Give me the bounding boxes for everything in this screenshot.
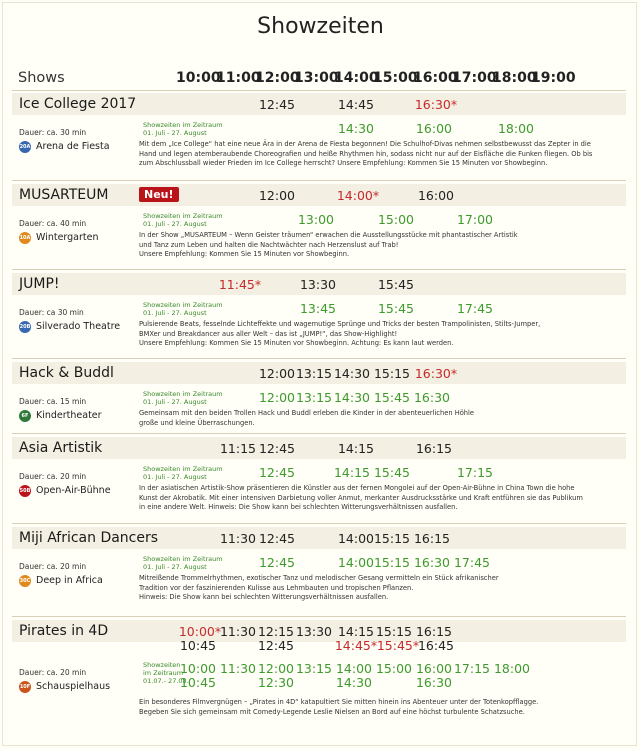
hour-header: 12:00 (255, 70, 300, 86)
hour-header: 18:00 (492, 70, 537, 86)
showtime: 10:00 (179, 661, 217, 676)
showtime: 11:45* (218, 277, 262, 292)
showtime: 14:15 (337, 624, 375, 639)
showtime: 15:45 (373, 390, 411, 405)
showtime: 13:30 (299, 277, 337, 292)
showtime: 14:30 (333, 390, 371, 405)
page-title: Showzeiten (257, 14, 384, 39)
description-line: Begeben Sie sich gemeinsam mit Comedy-Legende Leslie Nielsen an Bord auf eine höchst turbulente Schatzsuche. (139, 707, 525, 716)
hour-header: 13:00 (294, 70, 339, 86)
description-line: Gemeinsam mit den beiden Trollen Hack und Buddl erleben die Kinder in der abenteuerlichen Höhle (139, 409, 475, 417)
showtime: 14:30 (335, 675, 373, 690)
showtime: 17:45 (456, 301, 494, 316)
showtime: 14:15 (333, 465, 371, 480)
show-name: Asia Artistik (19, 440, 103, 456)
description-line: Hinweis: Die Show kann bei schlechten Witterungsverhältnissen ausfallen. (139, 593, 389, 602)
hour-header: 15:00 (373, 70, 418, 86)
showtime: 11:30 (219, 531, 257, 546)
showtime: 10:00* (178, 624, 222, 639)
showtime: 15:45 (377, 277, 415, 292)
showtime: 11:15 (219, 441, 257, 456)
period-line: Showzeiten im Zeitraum (143, 390, 223, 398)
venue-badge-icon: 6F (19, 410, 31, 422)
description-line: Pulsierende Beats, fesselnde Lichteffekte und wagemutige Sprünge und Tricks der besten Trampolinisten, Stilts-Jumper, (139, 320, 541, 328)
showtime: 14:00 (337, 531, 375, 546)
showtime: 12:45 (258, 97, 296, 112)
description-line: Unsere Empfehlung: Kommen Sie 15 Minuten vor Showbeginn. (139, 250, 350, 259)
venue-name: Open-Air-Bühne (36, 485, 111, 496)
show-name: Miji African Dancers (19, 530, 159, 546)
hour-header: 16:00 (413, 70, 458, 86)
description-line: BMXer und Breakdancer aus aller Welt – das ist „JUMP!“, das Show-Highlight! (139, 329, 398, 338)
description-line: zum Abschlussball wieder Frieden im Ice College herrscht? Unsere Empfehlung: Kommen Sie 15 Minuten vor Showbeginn. (139, 159, 548, 168)
showtime: 16:30* (414, 97, 458, 112)
showtime: 18:00 (497, 121, 535, 136)
showtime: 12:45 (257, 638, 295, 653)
showtime: 17:00 (456, 212, 494, 227)
showtime: 14:00 (337, 555, 375, 570)
showtime: 16:30 (413, 390, 451, 405)
period-line: 01. Juli - 27. August (143, 398, 207, 406)
show-name: MUSARTEUM (19, 187, 109, 203)
showtime: 11:30 (219, 624, 257, 639)
showtime: 13:30 (295, 624, 333, 639)
period-line: Showzeiten im Zeitraum (143, 301, 223, 309)
period-label (143, 390, 223, 406)
showtime: 14:00 (335, 661, 373, 676)
showtime: 14:45 (337, 97, 375, 112)
venue-badge-icon: 30C (19, 575, 31, 587)
period-label (143, 555, 223, 571)
venue-name: Silverado Theatre (36, 321, 121, 332)
showtime: 16:30 (415, 675, 453, 690)
show-description (139, 320, 627, 349)
duration-label: Dauer: ca. 20 min (19, 472, 87, 481)
showtime: 15:15 (373, 366, 411, 381)
showtime: 15:15 (373, 531, 411, 546)
showtime: 16:15 (415, 441, 453, 456)
show-description (139, 484, 627, 513)
description-line: große und kleine Überraschungen. (139, 418, 255, 427)
header-divider (12, 90, 626, 91)
showtime: 12:45 (258, 531, 296, 546)
period-line: Showzeiten im Zeitraum (143, 555, 223, 563)
hour-header: 17:00 (452, 70, 497, 86)
showtime: 12:15 (257, 624, 295, 639)
period-line: Showzeiten im Zeitraum (143, 465, 223, 473)
show-description (139, 140, 627, 169)
show-name: JUMP! (19, 276, 60, 292)
duration-label: Dauer: ca 30 min (19, 308, 84, 317)
duration-label: Dauer: ca. 20 min (19, 668, 87, 677)
showtime: 17:15 (456, 465, 494, 480)
description-line: Mitreißende Trommelrhythmen, exotischer Tanz und melodischer Gesang vermitteln ein Stück afrikanischer (139, 574, 499, 582)
row-divider (12, 523, 626, 524)
description-line: und Tanz zum Leben und halten die Nachtwächter nach Herzenslust auf Trab! (139, 240, 399, 249)
showtime: 17:45 (453, 555, 491, 570)
description-line: In der asiatischen Artistik-Show präsentieren die Künstler aus der fernen Mongolei auf der Open-Air-Bühne in China Town die hohe (139, 484, 575, 492)
showtime: 13:45 (299, 301, 337, 316)
description-line: Tradition vor der faszinierenden Kulisse aus Lehmbauten und tropischen Pflanzen. (139, 583, 414, 592)
hour-header: 19:00 (531, 70, 576, 86)
showtime: 11:30 (219, 661, 257, 676)
showtime: 16:45 (417, 638, 455, 653)
period-line: 01. Juli - 27. August (143, 220, 207, 228)
venue-badge-icon: 20A (19, 141, 31, 153)
showtime: 12:00 (257, 661, 295, 676)
period-label (143, 121, 223, 137)
showtime: 12:00 (258, 390, 296, 405)
showtime: 12:45 (258, 555, 296, 570)
show-description (139, 409, 627, 428)
period-line: Showzeiten (143, 661, 181, 669)
description-line: In der Show „MUSARTEUM – Wenn Geister träumen“ erwachen die Ausstellungsstücke mit phantastischer Artistik (139, 231, 518, 239)
show-name: Hack & Buddl (19, 365, 114, 381)
row-divider (12, 180, 626, 181)
period-line: Showzeiten im Zeitraum (143, 212, 223, 220)
period-line: 01. Juli - 27. August (143, 473, 207, 481)
show-description (139, 574, 627, 603)
venue-name: Schauspielhaus (36, 681, 111, 692)
hour-header: 10:00 (176, 70, 221, 86)
showtime: 16:30 (413, 555, 451, 570)
shows-column-header: Shows (18, 70, 65, 86)
row-divider (12, 269, 626, 270)
description-line: Mit dem „Ice College“ hat eine neue Ära in der Arena de Fiesta begonnen! Die Schulhof-Divas nehmen selbstbewusst das Zepter in die (139, 140, 591, 148)
hour-header: 14:00 (334, 70, 379, 86)
showtime: 15:45* (376, 638, 420, 653)
showtime: 12:00 (258, 366, 296, 381)
showtime: 10:45 (179, 675, 217, 690)
period-label (143, 301, 223, 317)
row-divider (12, 616, 626, 617)
showtime: 13:00 (297, 212, 335, 227)
duration-label: Dauer: ca. 20 min (19, 562, 87, 571)
showtime: 15:45 (373, 465, 411, 480)
showtime: 16:15 (413, 531, 451, 546)
duration-label: Dauer: ca. 15 min (19, 397, 87, 406)
duration-label: Dauer: ca. 40 min (19, 219, 87, 228)
period-line: 01. Juli - 27. August (143, 309, 207, 317)
showtime: 12:00 (258, 188, 296, 203)
showtime: 17:15 (453, 661, 491, 676)
show-name: Pirates in 4D (19, 623, 109, 639)
venue-badge-icon: 20B (19, 321, 31, 333)
showtime: 15:45 (377, 301, 415, 316)
period-line: Showzeiten im Zeitraum (143, 121, 223, 129)
showtime: 10:45 (179, 638, 217, 653)
showtime: 14:45* (334, 638, 378, 653)
venue-badge-icon: 10F (19, 681, 31, 693)
row-divider (12, 433, 626, 434)
row-divider (12, 358, 626, 359)
showtime: 14:30 (337, 121, 375, 136)
showtime: 12:30 (257, 675, 295, 690)
hour-header: 11:00 (216, 70, 261, 86)
showtime: 14:15 (337, 441, 375, 456)
showtime: 15:15 (373, 555, 411, 570)
description-line: Unsere Empfehlung: Kommen Sie 15 Minuten vor Showbeginn. Achtung: Es kann laut werden. (139, 339, 454, 348)
venue-name: Kindertheater (36, 410, 102, 421)
showtime: 13:15 (295, 366, 333, 381)
showtime: 18:00 (493, 661, 531, 676)
showtime: 16:00 (417, 188, 455, 203)
showtime: 15:15 (375, 624, 413, 639)
period-line: 01. Juli - 27. August (143, 129, 207, 137)
period-label (143, 465, 223, 481)
period-line: 01. Juli - 27. August (143, 563, 207, 571)
showtime: 16:00 (415, 661, 453, 676)
description-line: Ein besonderes Filmvergnügen – „Pirates in 4D“ katapultiert Sie mitten hinein ins Abenteuer unter der Totenkopfflagge. (139, 698, 539, 706)
showtime: 12:45 (258, 441, 296, 456)
showtime: 13:15 (295, 661, 333, 676)
showtime: 13:15 (295, 390, 333, 405)
description-line: in eine andere Welt. Hinweis: Die Show kann bei schlechten Witterungsverhältnissen ausfallen. (139, 503, 458, 512)
description-line: Kunst der Akrobatik. Mit einer intensiven Darbietung voller Anmut, merkanter Ausdrucksstärke und Kraft entführen sie das Publikum (139, 493, 583, 502)
show-title-bar (12, 437, 626, 459)
showtime: 12:45 (258, 465, 296, 480)
show-description (139, 231, 627, 260)
duration-label: Dauer: ca. 30 min (19, 128, 87, 137)
showtime: 15:00 (377, 212, 415, 227)
venue-name: Deep in Africa (36, 575, 103, 586)
period-line: im Zeitraum (143, 669, 184, 677)
venue-badge-icon: 10A (19, 232, 31, 244)
showtime: 16:30* (414, 366, 458, 381)
description-line: Hand und legen atemberaubende Choreografien und heiße Rhythmen hin, sodass nicht nur auf der Eisfläche die Funken fliegen. Ob bis (139, 149, 593, 158)
showtime: 14:30 (333, 366, 371, 381)
venue-name: Wintergarten (36, 232, 99, 243)
venue-name: Arena de Fiesta (36, 141, 110, 152)
showtime: 15:00 (375, 661, 413, 676)
venue-badge-icon: 50B (19, 485, 31, 497)
show-name: Ice College 2017 (19, 96, 137, 112)
showtime: 14:00* (336, 188, 380, 203)
new-badge: Neu! (139, 187, 179, 202)
period-label (143, 212, 223, 228)
showtime: 16:15 (415, 624, 453, 639)
show-description (139, 698, 627, 717)
period-line: 01.07.- 27.08. (143, 677, 189, 685)
showtime: 16:00 (415, 121, 453, 136)
